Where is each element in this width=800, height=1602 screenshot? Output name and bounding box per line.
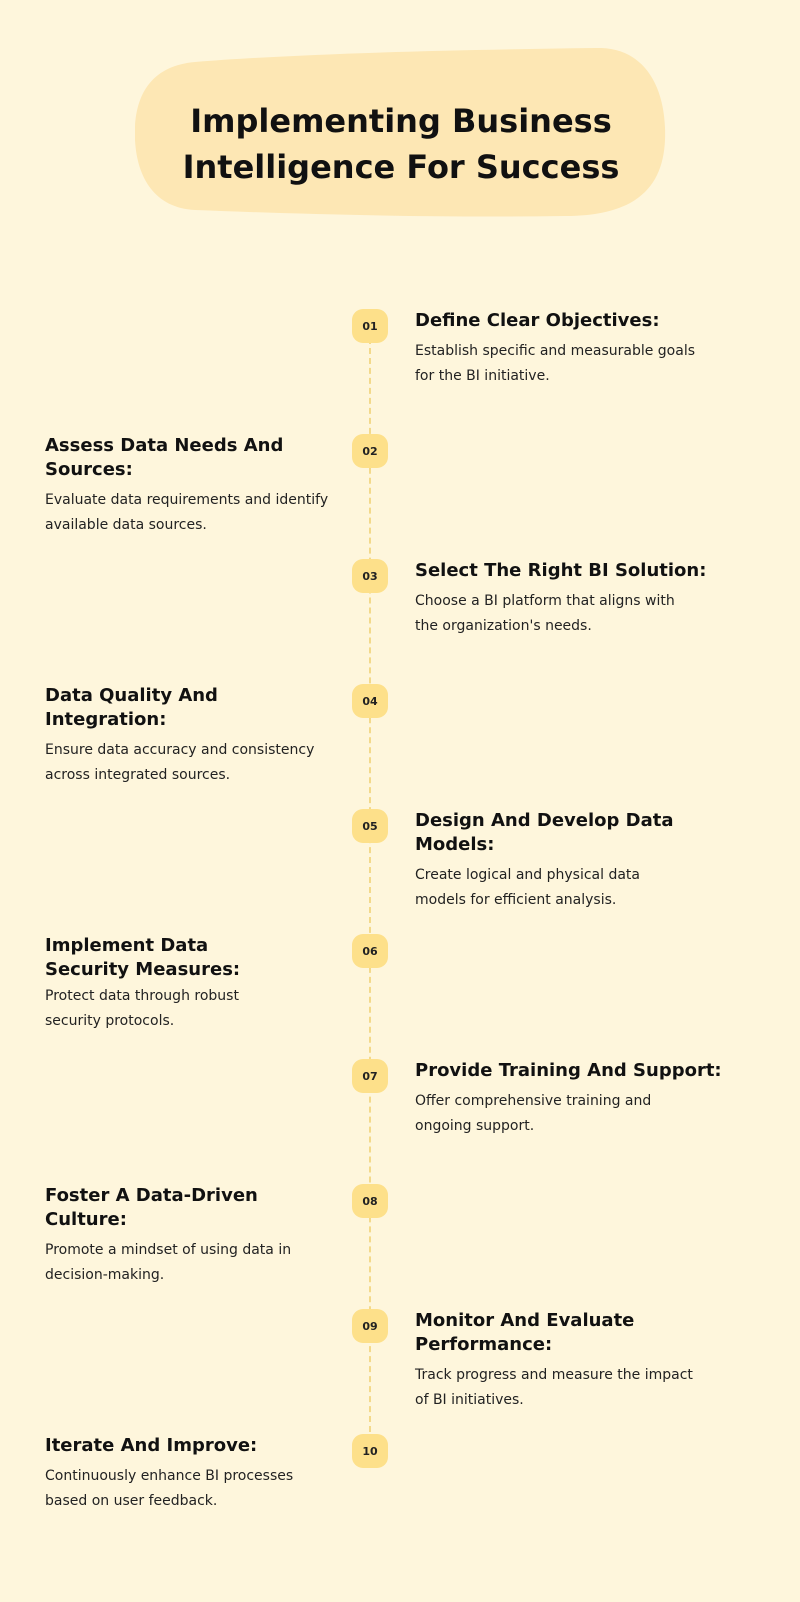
step-title: Foster A Data-Driven Culture: (45, 1185, 258, 1230)
step-description: Evaluate data requirements and identify available data sources. (45, 492, 329, 533)
step-number-badge (352, 1184, 388, 1218)
step-number-badge (352, 309, 388, 343)
step-number-badge (352, 684, 388, 718)
timeline-step-9 (415, 1309, 755, 1413)
timeline-step-8 (45, 1184, 305, 1288)
step-title: Iterate And Improve: (45, 1435, 258, 1456)
step-description: Create logical and physical data models for efficient analysis. (415, 867, 640, 908)
step-title: Select The Right BI Solution: (415, 560, 707, 581)
timeline-connector (369, 328, 371, 1452)
step-number: 07 (362, 1069, 378, 1083)
step-title: Monitor And Evaluate Performance: (415, 1310, 635, 1355)
step-title: Design And Develop Data Models: (415, 810, 674, 855)
timeline-step-6 (45, 934, 295, 1034)
timeline-step-4 (45, 684, 337, 788)
timeline-step-2 (45, 434, 337, 538)
step-number: 02 (362, 444, 378, 458)
timeline-step-7 (415, 1059, 755, 1139)
step-description: Establish specific and measurable goals for the BI initiative. (415, 343, 696, 384)
timeline-step-10 (45, 1434, 337, 1514)
step-description: Track progress and measure the impact of BI initiatives. (415, 1367, 693, 1408)
step-description: Promote a mindset of using data in decision-making. (45, 1242, 292, 1283)
step-number: 10 (362, 1444, 378, 1458)
step-number: 04 (362, 694, 378, 708)
timeline-step-1 (415, 309, 755, 389)
timeline-step-3 (415, 559, 755, 639)
page-title-line-1: Implementing Business (190, 102, 612, 140)
step-number: 01 (362, 319, 378, 333)
step-title: Implement Data Security Measures: (45, 935, 241, 980)
step-number: 09 (362, 1319, 378, 1333)
step-number-badge (352, 809, 388, 843)
step-number-badge (352, 1434, 388, 1468)
step-title: Assess Data Needs And Sources: (45, 435, 284, 480)
step-title: Define Clear Objectives: (415, 310, 660, 331)
step-description: Protect data through robust security protocols. (45, 988, 239, 1029)
step-title: Provide Training And Support: (415, 1060, 722, 1081)
step-description: Offer comprehensive training and ongoing support. (415, 1093, 652, 1134)
step-number-badge (352, 434, 388, 468)
step-number-badge (352, 559, 388, 593)
step-number: 03 (362, 569, 378, 583)
title-banner (135, 48, 667, 218)
page-title-line-2: Intelligence For Success (182, 148, 620, 186)
step-number-badge (352, 934, 388, 968)
timeline-step-5 (415, 809, 755, 913)
step-number-badge (352, 1059, 388, 1093)
step-title: Data Quality And Integration: (45, 685, 218, 730)
step-description: Choose a BI platform that aligns with the organization's needs. (415, 593, 675, 634)
step-number: 05 (362, 819, 378, 833)
step-description: Continuously enhance BI processes based on user feedback. (45, 1468, 294, 1509)
page-title (135, 98, 667, 190)
step-number: 06 (362, 944, 378, 958)
step-description: Ensure data accuracy and consistency across integrated sources. (45, 742, 315, 783)
step-number: 08 (362, 1194, 378, 1208)
step-number-badge (352, 1309, 388, 1343)
